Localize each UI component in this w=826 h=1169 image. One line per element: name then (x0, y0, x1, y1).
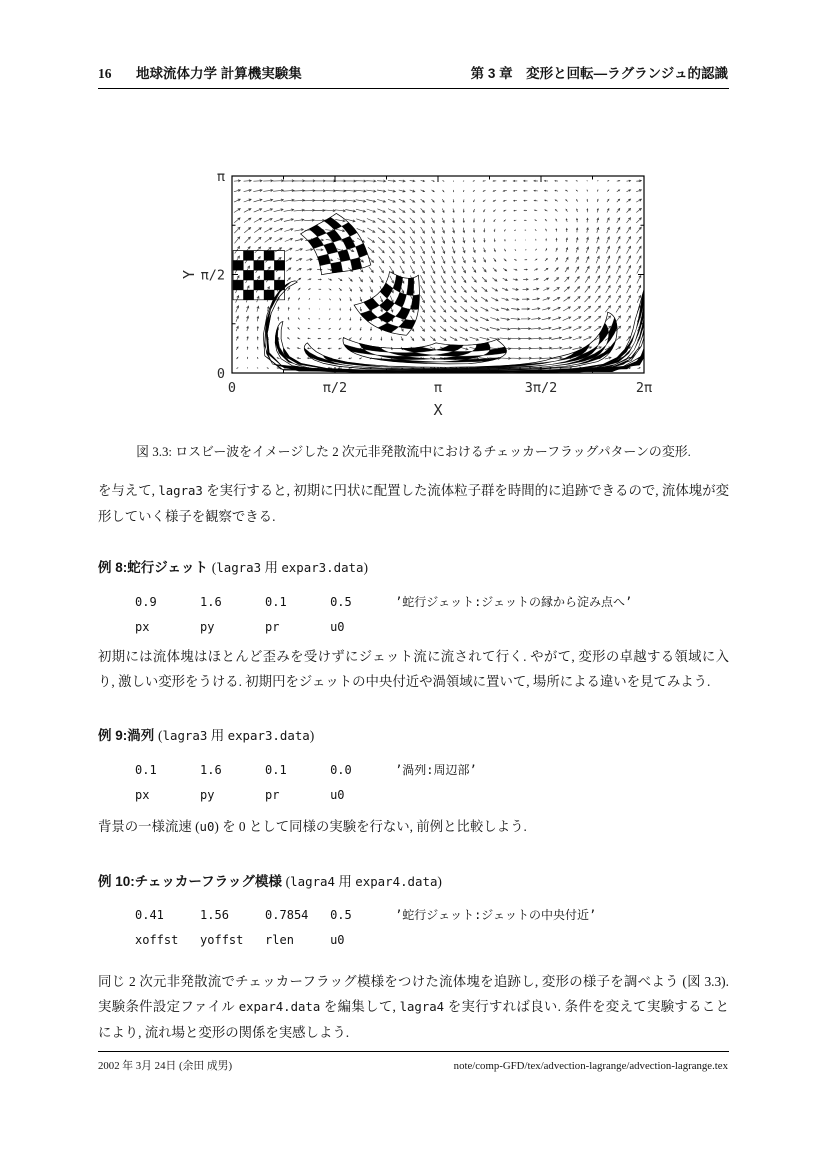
checker-cell-black (338, 250, 351, 262)
checker-cell-white (648, 247, 670, 311)
x-tick-label: π/2 (322, 380, 348, 396)
checker-cell-black (656, 235, 670, 276)
checker-cell-white (625, 296, 642, 349)
inline-code: lagra4 (399, 1000, 445, 1014)
checker-cell-white (243, 280, 253, 290)
y-tick-label: π (216, 168, 225, 185)
x-tick-label: 3π/2 (524, 380, 558, 396)
checker-cell-white (661, 230, 670, 288)
text-segment: ) (309, 728, 315, 743)
checker-cell-black (407, 278, 414, 296)
checker-cell-white (645, 252, 662, 311)
header-right-title: 第 3 章 変形と回転—ラグランジュ的認識 (470, 66, 728, 81)
checker-cell-black (652, 240, 663, 276)
inline-code: expar4.data (355, 874, 438, 889)
text-segment: 例 8:蛇行ジェット (98, 560, 212, 575)
example-10-heading (98, 870, 729, 894)
text-segment: ) を 0 として同様の実験を行ない, 前例と比較しよう. (214, 819, 527, 834)
checker-cell-black (666, 234, 670, 287)
code-line: 0.41 1.56 0.7854 0.5 ’蛇行ジェット:ジェットの中央付近’ (135, 908, 597, 922)
x-tick-label: π (433, 380, 443, 396)
inline-code: lagra3 (216, 560, 262, 575)
inline-code: lagra3 (158, 484, 203, 498)
checker-cell-black (331, 262, 343, 273)
checker-cell-black (410, 294, 419, 309)
footer-rule (98, 1051, 729, 1052)
y-tick-label: π/2 (200, 267, 225, 284)
checker-cell-black (394, 292, 406, 307)
checker-cell-black (360, 310, 378, 321)
inline-code: lagra3 (162, 728, 208, 743)
text-segment: を与えて, (98, 483, 159, 498)
checker-cell-black (264, 270, 274, 280)
paragraph-2 (98, 644, 729, 694)
x-axis-label: X (433, 401, 443, 419)
vector-field (234, 180, 642, 370)
code-line: 0.1 1.6 0.1 0.0 ’渦列:周辺部’ (135, 763, 477, 777)
text-segment: を実行すると, 初期に円状に配置した流体粒子群を時間的に追跡できるので, 流体塊が変形していく様子を観察できる. (98, 483, 729, 524)
text-segment: ) (363, 560, 368, 575)
checker-cell-black (274, 260, 284, 270)
checker-cell-black (254, 260, 264, 270)
x-tick-label: 0 (227, 380, 237, 396)
checker-cell-black (664, 232, 670, 292)
checker-cell-black (233, 280, 243, 290)
checker-cell-black (641, 255, 670, 357)
checker-cell-white (365, 364, 499, 368)
checker-cell-black (364, 298, 380, 311)
footer-source-path: note/comp-GFD/tex/advection-lagrange/advection-lagrange.tex (453, 1060, 728, 1072)
text-segment: 用 (261, 560, 282, 575)
text-segment: ( (211, 560, 217, 575)
checker-cell-white (646, 241, 670, 354)
text-segment: 初期には流体塊はほとんど歪みを受けずにジェット流に流されて行く. やがて, 変形の卓越する領域に入り, 激しい変形をうける. 初期円をジェットの中央付近や渦領域に置いて, 場所による違いを見てみよう. (98, 649, 729, 689)
checker-cell-black (243, 251, 253, 261)
checker-cell-white (254, 270, 264, 280)
code-line: px py pr u0 (135, 788, 345, 802)
example-8-code (135, 590, 632, 640)
text-segment: ( (285, 874, 291, 889)
footer-date: 2002 年 3月 24日 (余田 成男) (98, 1060, 233, 1072)
example-9-code (135, 758, 477, 808)
checker-cell-black (396, 307, 411, 319)
checker-cell-black (308, 237, 324, 249)
checker-cell-black (264, 251, 274, 261)
text-segment: を編集して, (320, 999, 400, 1014)
checker-cell-white (243, 260, 253, 270)
checker-cell-black (378, 323, 399, 333)
checker-cell-white (233, 251, 243, 261)
figure-3-3 (170, 158, 670, 428)
y-axis-label: Y (180, 269, 198, 280)
checker-cell-black (401, 347, 436, 352)
paragraph-3 (98, 814, 729, 840)
inline-code: u0 (199, 820, 215, 834)
checker-cell-white (644, 255, 655, 305)
checker-cell-black (233, 260, 243, 270)
y-tick-label: 0 (216, 366, 225, 382)
text-segment: 用 (335, 874, 356, 889)
text-segment: ) (437, 874, 442, 889)
checker-cell-white (233, 270, 243, 280)
checker-cell-black (356, 243, 368, 257)
text-segment: を実行すれば良い. 条件を変えて実験することにより, 流れ場と変形の関係を実感しよう. (98, 999, 729, 1040)
checker-cell-white (274, 270, 284, 280)
checker-cell-white (653, 236, 670, 324)
checker-cell-black (254, 280, 264, 290)
inline-code: lagra4 (290, 874, 335, 889)
header-page-number: 16 (98, 66, 112, 81)
checker-cell-black (275, 326, 310, 368)
checker-cell-black (243, 290, 253, 300)
text-segment: 背景の一様流速 ( (98, 819, 200, 834)
code-line: xoffst yoffst rlen u0 (135, 933, 345, 947)
checker-cell-black (243, 270, 253, 280)
text-segment: 例 9:渦列 (98, 728, 159, 743)
flag-snapshot-1 (301, 213, 371, 274)
checker-cell-black (380, 283, 393, 298)
example-8-heading (98, 556, 729, 580)
inline-code: expar3.data (281, 560, 364, 575)
header-left-title: 地球流体力学 計算機実験集 (136, 66, 302, 81)
rossby-wave-quiver-plot (170, 158, 670, 428)
example-10-code (135, 903, 596, 953)
flag-snapshot-2 (354, 272, 419, 336)
checker-cell-white (233, 290, 243, 300)
text-segment: ( (158, 728, 163, 743)
code-line: 0.9 1.6 0.1 0.5 ’蛇行ジェット:ジェットの縁から淀み点へ’ (135, 595, 633, 609)
inline-code: expar3.data (227, 728, 310, 743)
text-segment: 同じ 2 次元非発散流でチェッカーフラッグ模様をつけた流体塊を追跡し, 変形の様子を調べよう (図 3.3). 実験条件設定ファイル (98, 974, 729, 1014)
checker-cell-black (309, 225, 326, 237)
checker-cell-white (648, 238, 670, 357)
paragraph-4 (98, 969, 729, 1045)
figure-caption: 図 3.3: ロスビー波をイメージした 2 次元非発散流中におけるチェッカーフラッグパターンの変形. (136, 445, 691, 459)
text-segment: 例 10:チェッカーフラッグ模様 (98, 874, 286, 889)
checker-cell-black (669, 229, 670, 274)
text-segment: 用 (207, 728, 228, 743)
inline-code: expar4.data (238, 1000, 321, 1014)
checker-cell-white (662, 229, 670, 253)
example-9-heading (98, 724, 729, 748)
paragraph-1 (98, 478, 729, 529)
x-tick-label: 2π (635, 380, 653, 396)
flag-snapshot-3 (343, 338, 507, 364)
checker-cell-black (264, 290, 274, 300)
code-line: px py pr u0 (135, 620, 345, 634)
header-rule (98, 88, 729, 89)
